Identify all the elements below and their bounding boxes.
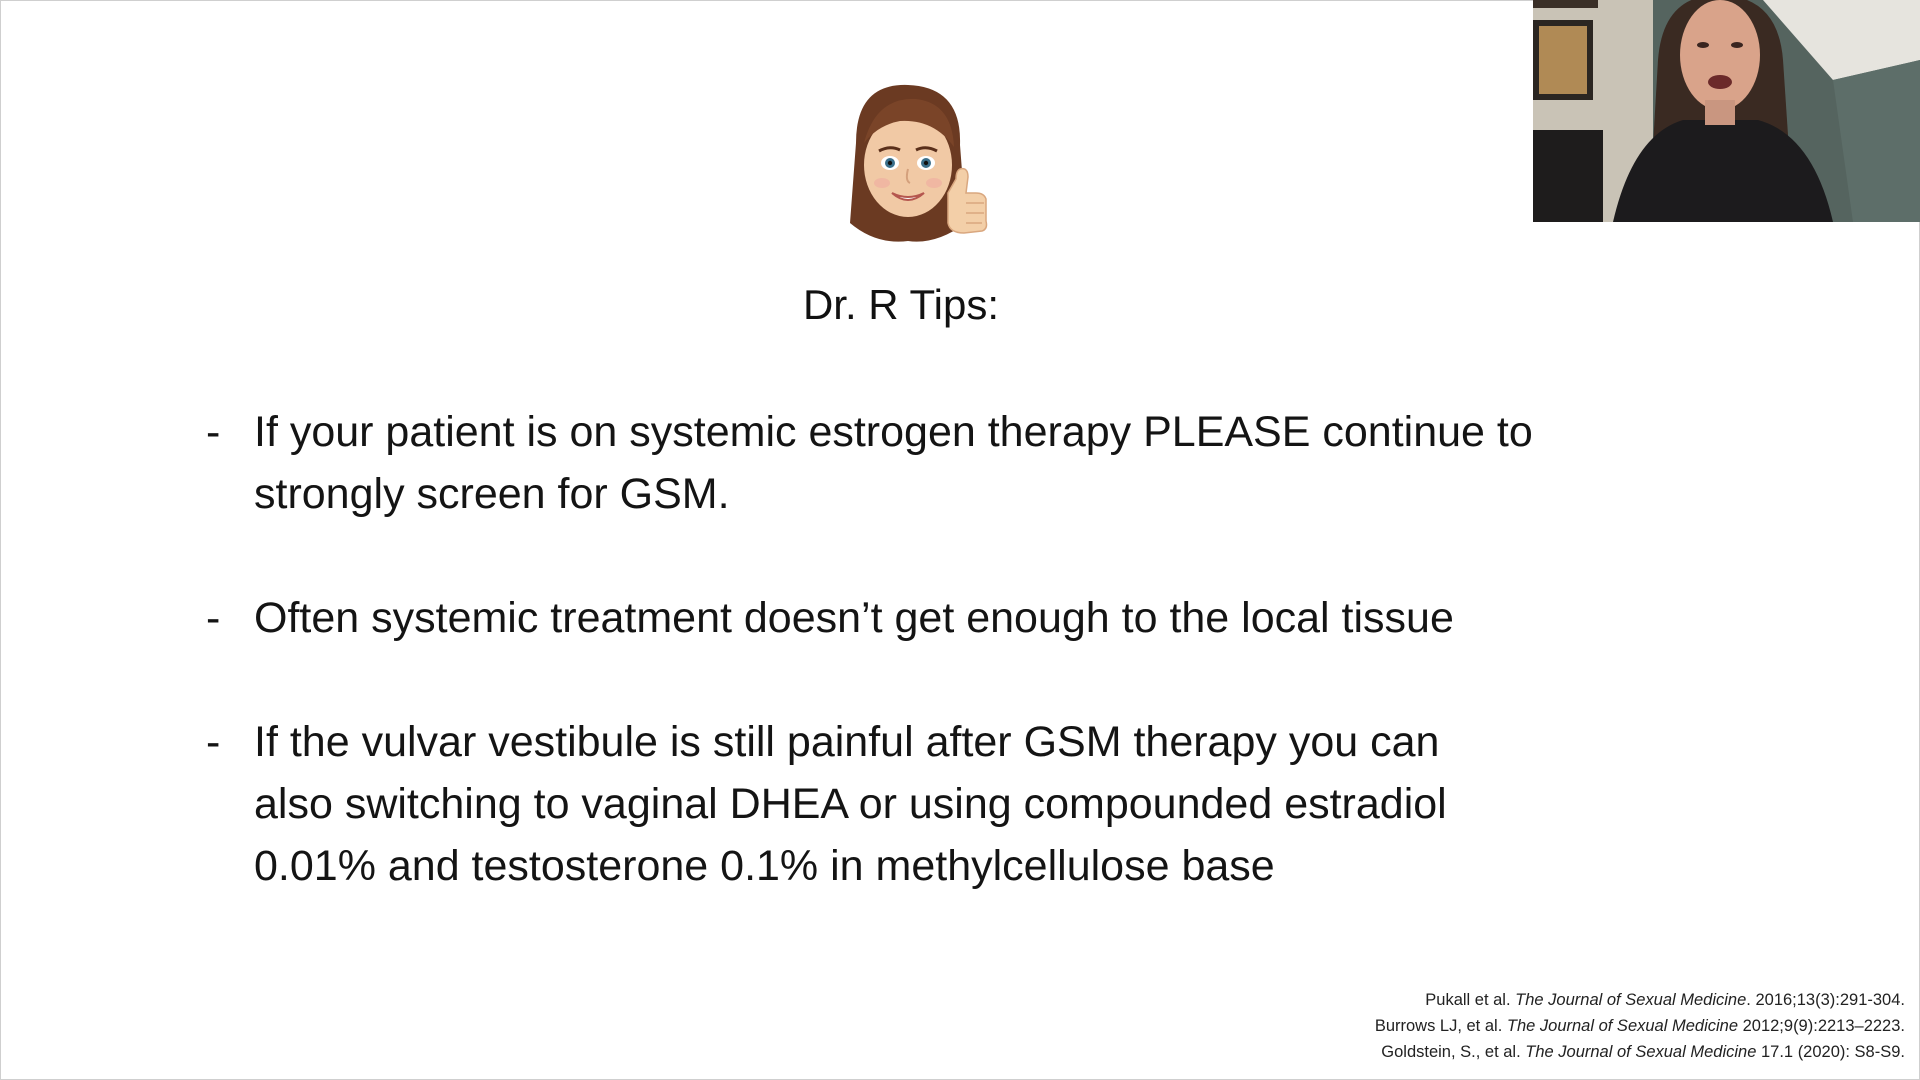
- reference-item: [1375, 1013, 1905, 1039]
- tip-bullet: -: [206, 408, 221, 456]
- tip-line: Often systemic treatment doesn’t get enough to the local tissue: [254, 594, 1454, 642]
- tip-item: [206, 401, 1626, 525]
- tip-line: If your patient is on systemic estrogen therapy PLEASE continue to: [254, 408, 1533, 456]
- tip-bullet: -: [206, 594, 221, 642]
- reference-details: 2012;9(9):2213–2223.: [1738, 1017, 1905, 1035]
- tip-line: If the vulvar vestibule is still painful after GSM therapy you can: [254, 718, 1440, 766]
- memoji-thumbs-up-icon: [816, 73, 996, 253]
- references: [1375, 987, 1905, 1065]
- reference-authors: Burrows LJ, et al.: [1374, 1017, 1507, 1035]
- reference-journal: The Journal of Sexual Medicine: [1525, 1043, 1757, 1061]
- presenter-video-feed[interactable]: [1533, 0, 1920, 222]
- tip-line: also switching to vaginal DHEA or using compounded estradiol: [254, 780, 1447, 828]
- tip-bullet: -: [206, 718, 221, 766]
- reference-authors: Goldstein, S., et al.: [1381, 1043, 1526, 1061]
- reference-item: [1375, 1039, 1905, 1065]
- reference-journal: The Journal of Sexual Medicine: [1515, 991, 1747, 1009]
- reference-item: [1375, 987, 1905, 1013]
- reference-details: . 2016;13(3):291-304.: [1746, 991, 1905, 1009]
- tip-item: [206, 587, 1626, 649]
- slide-title: Dr. R Tips:: [802, 281, 1000, 328]
- reference-authors: Pukall et al.: [1425, 991, 1516, 1009]
- reference-details: 17.1 (2020): S8-S9.: [1756, 1043, 1905, 1061]
- tip-line: 0.01% and testosterone 0.1% in methylcellulose base: [254, 842, 1275, 890]
- tips-list: [206, 401, 1626, 959]
- reference-journal: The Journal of Sexual Medicine: [1506, 1017, 1739, 1035]
- tip-item: [206, 711, 1626, 897]
- tip-line: strongly screen for GSM.: [254, 470, 730, 518]
